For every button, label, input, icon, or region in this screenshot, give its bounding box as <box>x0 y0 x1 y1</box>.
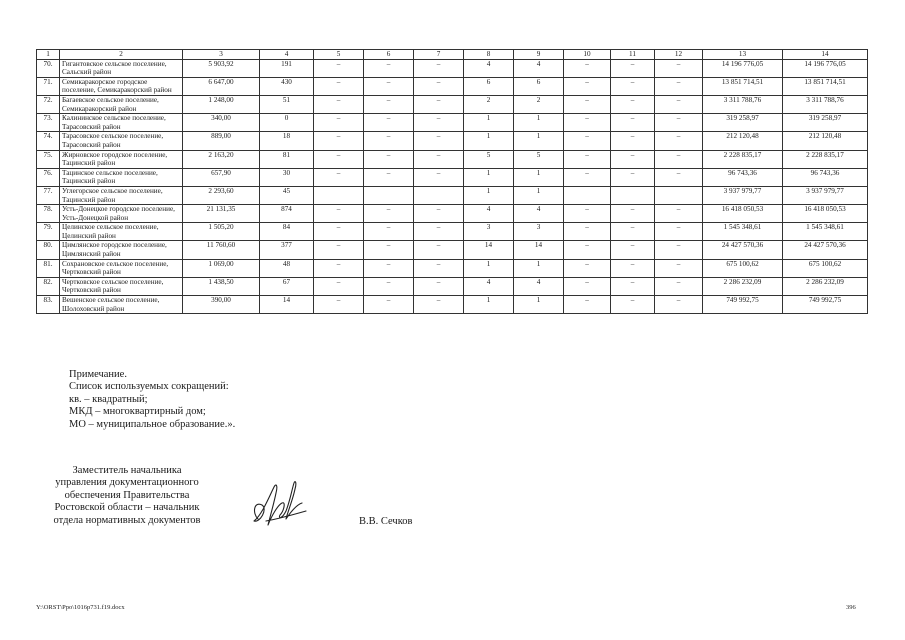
table-cell: – <box>655 277 703 295</box>
table-cell: 1 <box>464 132 514 150</box>
table-cell: 73. <box>37 114 60 132</box>
municipality-cell: Тацинское сельское поселение, Тацинский район <box>60 168 183 186</box>
table-cell: 13 851 714,51 <box>783 77 868 95</box>
column-header: 4 <box>260 50 314 60</box>
table-cell: 3 937 979,77 <box>783 186 868 204</box>
table-cell: – <box>564 277 611 295</box>
table-cell: 5 <box>464 150 514 168</box>
table-cell <box>364 186 414 204</box>
handwritten-signature <box>248 475 310 535</box>
table-cell: 2 293,60 <box>183 186 260 204</box>
table-cell: 340,00 <box>183 114 260 132</box>
table-cell: 21 131,35 <box>183 205 260 223</box>
table-cell: 4 <box>464 205 514 223</box>
table-cell: 3 937 979,77 <box>703 186 783 204</box>
table-cell: – <box>611 296 655 314</box>
table-cell: – <box>611 150 655 168</box>
table-cell: – <box>564 296 611 314</box>
table-cell: 657,90 <box>183 168 260 186</box>
table-cell: 0 <box>260 114 314 132</box>
table-row <box>37 277 868 295</box>
column-header: 2 <box>60 50 183 60</box>
column-header: 7 <box>414 50 464 60</box>
table-cell: 18 <box>260 132 314 150</box>
table-cell: – <box>414 77 464 95</box>
table-cell: – <box>611 223 655 241</box>
table-cell: – <box>655 95 703 113</box>
table-cell: 3 <box>514 223 564 241</box>
table-row <box>37 59 868 77</box>
table-cell <box>611 186 655 204</box>
table-cell: – <box>364 95 414 113</box>
table-cell: 6 <box>514 77 564 95</box>
column-header: 6 <box>364 50 414 60</box>
table-cell: 81. <box>37 259 60 277</box>
table-cell: 2 286 232,09 <box>703 277 783 295</box>
table-cell: 4 <box>514 277 564 295</box>
column-header: 8 <box>464 50 514 60</box>
table-cell: – <box>564 205 611 223</box>
table-cell: 24 427 570,36 <box>703 241 783 259</box>
table-cell: – <box>414 59 464 77</box>
table-cell: – <box>364 296 414 314</box>
table-cell: – <box>314 132 364 150</box>
table-cell: – <box>611 95 655 113</box>
table-cell: – <box>564 132 611 150</box>
table-cell: – <box>314 259 364 277</box>
table-cell <box>564 186 611 204</box>
table-cell: – <box>364 259 414 277</box>
table-cell: 70. <box>37 59 60 77</box>
table-cell: – <box>655 205 703 223</box>
table-cell: 83. <box>37 296 60 314</box>
note-line: МО – муниципальное образование.». <box>69 418 236 430</box>
table-cell: 3 <box>464 223 514 241</box>
table-cell: – <box>364 223 414 241</box>
table-cell: 1 <box>464 186 514 204</box>
table-cell: 14 196 776,05 <box>783 59 868 77</box>
table-cell: 24 427 570,36 <box>783 241 868 259</box>
table-cell: 212 120,48 <box>783 132 868 150</box>
table-cell: – <box>314 241 364 259</box>
note-block <box>69 369 235 431</box>
table-cell: 14 <box>260 296 314 314</box>
table-cell: – <box>655 241 703 259</box>
table-cell: 1 <box>514 186 564 204</box>
table-row <box>37 132 868 150</box>
municipality-cell: Целинское сельское поселение, Целинский район <box>60 223 183 241</box>
municipality-cell: Вешенское сельское поселение, Шолоховский район <box>60 296 183 314</box>
table-cell: 874 <box>260 205 314 223</box>
table-cell: 1 <box>514 132 564 150</box>
table-cell: – <box>364 77 414 95</box>
table-cell: 4 <box>514 59 564 77</box>
table-cell: 390,00 <box>183 296 260 314</box>
signatory-title-line: обеспечения Правительства <box>64 489 190 501</box>
table-cell: 889,00 <box>183 132 260 150</box>
table-cell: – <box>564 114 611 132</box>
table-cell: 319 258,97 <box>783 114 868 132</box>
table-cell: – <box>414 259 464 277</box>
table-cell: 16 418 050,53 <box>783 205 868 223</box>
table-row <box>37 296 868 314</box>
table-cell: – <box>611 114 655 132</box>
table-row <box>37 205 868 223</box>
table-cell: 3 311 788,76 <box>703 95 783 113</box>
table-cell: 81 <box>260 150 314 168</box>
municipality-cell: Чертковское сельское поселение, Чертковский район <box>60 277 183 295</box>
table-body <box>37 59 868 314</box>
column-header: 11 <box>611 50 655 60</box>
column-header: 13 <box>703 50 783 60</box>
table-cell: – <box>364 241 414 259</box>
table-cell: – <box>655 259 703 277</box>
table-row <box>37 168 868 186</box>
table-cell: – <box>414 150 464 168</box>
table-row <box>37 186 868 204</box>
table-cell: 77. <box>37 186 60 204</box>
column-header: 14 <box>783 50 868 60</box>
municipality-cell: Цимлянское городское поселение, Цимлянский район <box>60 241 183 259</box>
table-cell: 82. <box>37 277 60 295</box>
table-cell: 3 311 788,76 <box>783 95 868 113</box>
file-path: Y:\ORST\Ppo\1016p731.f19.docx <box>36 604 125 611</box>
column-header: 3 <box>183 50 260 60</box>
table-cell: – <box>564 259 611 277</box>
table-cell: 2 163,20 <box>183 150 260 168</box>
table-row <box>37 95 868 113</box>
signatory-title-line: Заместитель начальника <box>72 465 182 476</box>
municipality-cell: Усть-Донецкое городское поселение, Усть-Донецкой район <box>60 205 183 223</box>
table-cell: – <box>364 205 414 223</box>
table-cell: 84 <box>260 223 314 241</box>
table-cell: 75. <box>37 150 60 168</box>
table-row <box>37 241 868 259</box>
table-cell: 1 505,20 <box>183 223 260 241</box>
table-cell: 1 <box>514 168 564 186</box>
table-cell: 319 258,97 <box>703 114 783 132</box>
table-cell: – <box>564 95 611 113</box>
table-cell: 5 <box>514 150 564 168</box>
table-cell: – <box>314 114 364 132</box>
municipality-cell: Калининское сельское поселение, Тарасовский район <box>60 114 183 132</box>
column-header: 10 <box>564 50 611 60</box>
table-cell: – <box>314 95 364 113</box>
table-cell: – <box>564 59 611 77</box>
table-cell: – <box>364 132 414 150</box>
table-cell: – <box>611 168 655 186</box>
table-cell: – <box>364 114 414 132</box>
table-cell: 2 286 232,09 <box>783 277 868 295</box>
table-cell: 1 545 348,61 <box>703 223 783 241</box>
signatory-name: В.В. Сечков <box>359 516 413 527</box>
table-cell: 6 647,00 <box>183 77 260 95</box>
table-cell: – <box>564 241 611 259</box>
table-header-row <box>37 50 868 60</box>
table-cell: 4 <box>514 205 564 223</box>
table-cell: – <box>611 132 655 150</box>
table-cell: – <box>414 296 464 314</box>
municipality-cell: Гигантовское сельское поселение, Сальский район <box>60 59 183 77</box>
table-cell: – <box>414 241 464 259</box>
table-cell <box>655 186 703 204</box>
table-cell: – <box>611 205 655 223</box>
table-cell: – <box>364 168 414 186</box>
municipality-cell: Семикаракорское городское поселение, Семикаракорский район <box>60 77 183 95</box>
column-header: 9 <box>514 50 564 60</box>
table-cell: 5 903,92 <box>183 59 260 77</box>
table-cell: – <box>314 77 364 95</box>
table-cell: – <box>414 205 464 223</box>
table-cell: 377 <box>260 241 314 259</box>
table-cell: 30 <box>260 168 314 186</box>
table-cell: – <box>564 77 611 95</box>
table-cell: 1 <box>514 259 564 277</box>
table-cell: – <box>611 259 655 277</box>
table-cell: 80. <box>37 241 60 259</box>
table-row <box>37 77 868 95</box>
municipality-cell: Тарасовское сельское поселение, Тарасовский район <box>60 132 183 150</box>
signatory-title <box>38 465 216 527</box>
table-cell: – <box>414 223 464 241</box>
column-header: 12 <box>655 50 703 60</box>
table-cell: 48 <box>260 259 314 277</box>
note-line: кв. – квадратный; <box>69 393 148 405</box>
municipality-cell: Жирновское городское поселение, Тацинский район <box>60 150 183 168</box>
table-cell: 1 069,00 <box>183 259 260 277</box>
table-cell: 14 <box>514 241 564 259</box>
table-cell: – <box>655 296 703 314</box>
table-cell: 1 <box>464 114 514 132</box>
table-cell: 76. <box>37 168 60 186</box>
municipality-cell: Сохрановское сельское поселение, Чертковский район <box>60 259 183 277</box>
note-heading: Примечание. <box>69 369 127 380</box>
table-cell <box>314 186 364 204</box>
table-cell: 749 992,75 <box>783 296 868 314</box>
signatory-title-line: отдела нормативных документов <box>53 514 201 526</box>
table-cell: – <box>611 241 655 259</box>
table-cell: – <box>364 277 414 295</box>
table-cell: 1 <box>514 296 564 314</box>
table-cell: 51 <box>260 95 314 113</box>
table-cell: 749 992,75 <box>703 296 783 314</box>
table-cell: – <box>611 59 655 77</box>
table-cell: 430 <box>260 77 314 95</box>
table-cell: – <box>564 150 611 168</box>
table-cell: – <box>564 223 611 241</box>
table-cell: – <box>655 132 703 150</box>
table-cell: – <box>655 223 703 241</box>
table-cell: 2 228 835,17 <box>783 150 868 168</box>
table-cell: – <box>364 150 414 168</box>
table-cell: 675 100,62 <box>783 259 868 277</box>
table-cell: 1 438,50 <box>183 277 260 295</box>
table-cell: 1 <box>514 114 564 132</box>
table-cell: – <box>655 150 703 168</box>
municipality-cell: Углегорское сельское поселение, Тацинский район <box>60 186 183 204</box>
note-line: МКД – многоквартирный дом; <box>69 406 206 418</box>
table-cell: 45 <box>260 186 314 204</box>
table-cell: 71. <box>37 77 60 95</box>
table-cell: 14 <box>464 241 514 259</box>
table-cell: 13 851 714,51 <box>703 77 783 95</box>
table-cell: 1 545 348,61 <box>783 223 868 241</box>
table-cell: – <box>611 77 655 95</box>
table-cell: 191 <box>260 59 314 77</box>
table-cell: 78. <box>37 205 60 223</box>
table-cell: 212 120,48 <box>703 132 783 150</box>
table-row <box>37 223 868 241</box>
table-cell: 79. <box>37 223 60 241</box>
table-cell: – <box>414 168 464 186</box>
table-row <box>37 259 868 277</box>
table-cell: – <box>314 59 364 77</box>
table-cell: 2 <box>514 95 564 113</box>
table-cell: – <box>414 132 464 150</box>
table-cell: 4 <box>464 277 514 295</box>
table-cell: 1 248,00 <box>183 95 260 113</box>
signatory-title-line: управления документационного <box>55 477 199 489</box>
table-cell <box>414 186 464 204</box>
table-cell: 4 <box>464 59 514 77</box>
table-cell: 1 <box>464 259 514 277</box>
table-cell: 1 <box>464 168 514 186</box>
table-cell: 67 <box>260 277 314 295</box>
table-cell: – <box>564 168 611 186</box>
column-header: 1 <box>37 50 60 60</box>
table-cell: 96 743,36 <box>703 168 783 186</box>
table-cell: 14 196 776,05 <box>703 59 783 77</box>
table-cell: – <box>314 168 364 186</box>
table-cell: – <box>655 77 703 95</box>
table-cell: 675 100,62 <box>703 259 783 277</box>
table-cell: – <box>314 205 364 223</box>
data-table <box>36 49 868 314</box>
table-cell: – <box>314 150 364 168</box>
signatory-title-line: Ростовской области – начальник <box>54 502 200 514</box>
table-cell: – <box>655 168 703 186</box>
table-cell: 72. <box>37 95 60 113</box>
table-cell: 96 743,36 <box>783 168 868 186</box>
column-header: 5 <box>314 50 364 60</box>
table-cell: – <box>314 277 364 295</box>
table-cell: – <box>314 296 364 314</box>
table-cell: – <box>611 277 655 295</box>
table-cell: – <box>414 277 464 295</box>
table-cell: 11 760,60 <box>183 241 260 259</box>
table-cell: 2 228 835,17 <box>703 150 783 168</box>
table-cell: 1 <box>464 296 514 314</box>
table-cell: – <box>655 59 703 77</box>
table-cell: – <box>364 59 414 77</box>
table-cell: 2 <box>464 95 514 113</box>
table-cell: – <box>414 95 464 113</box>
table-row <box>37 150 868 168</box>
table-cell: 16 418 050,53 <box>703 205 783 223</box>
municipality-cell: Багаевское сельское поселение, Семикаракорский район <box>60 95 183 113</box>
page-number: 396 <box>846 604 856 611</box>
note-line: Список используемых сокращений: <box>69 381 229 393</box>
table-cell: 6 <box>464 77 514 95</box>
table-cell: 74. <box>37 132 60 150</box>
table-cell: – <box>414 114 464 132</box>
table-row <box>37 114 868 132</box>
table-cell: – <box>314 223 364 241</box>
table-cell: – <box>655 114 703 132</box>
